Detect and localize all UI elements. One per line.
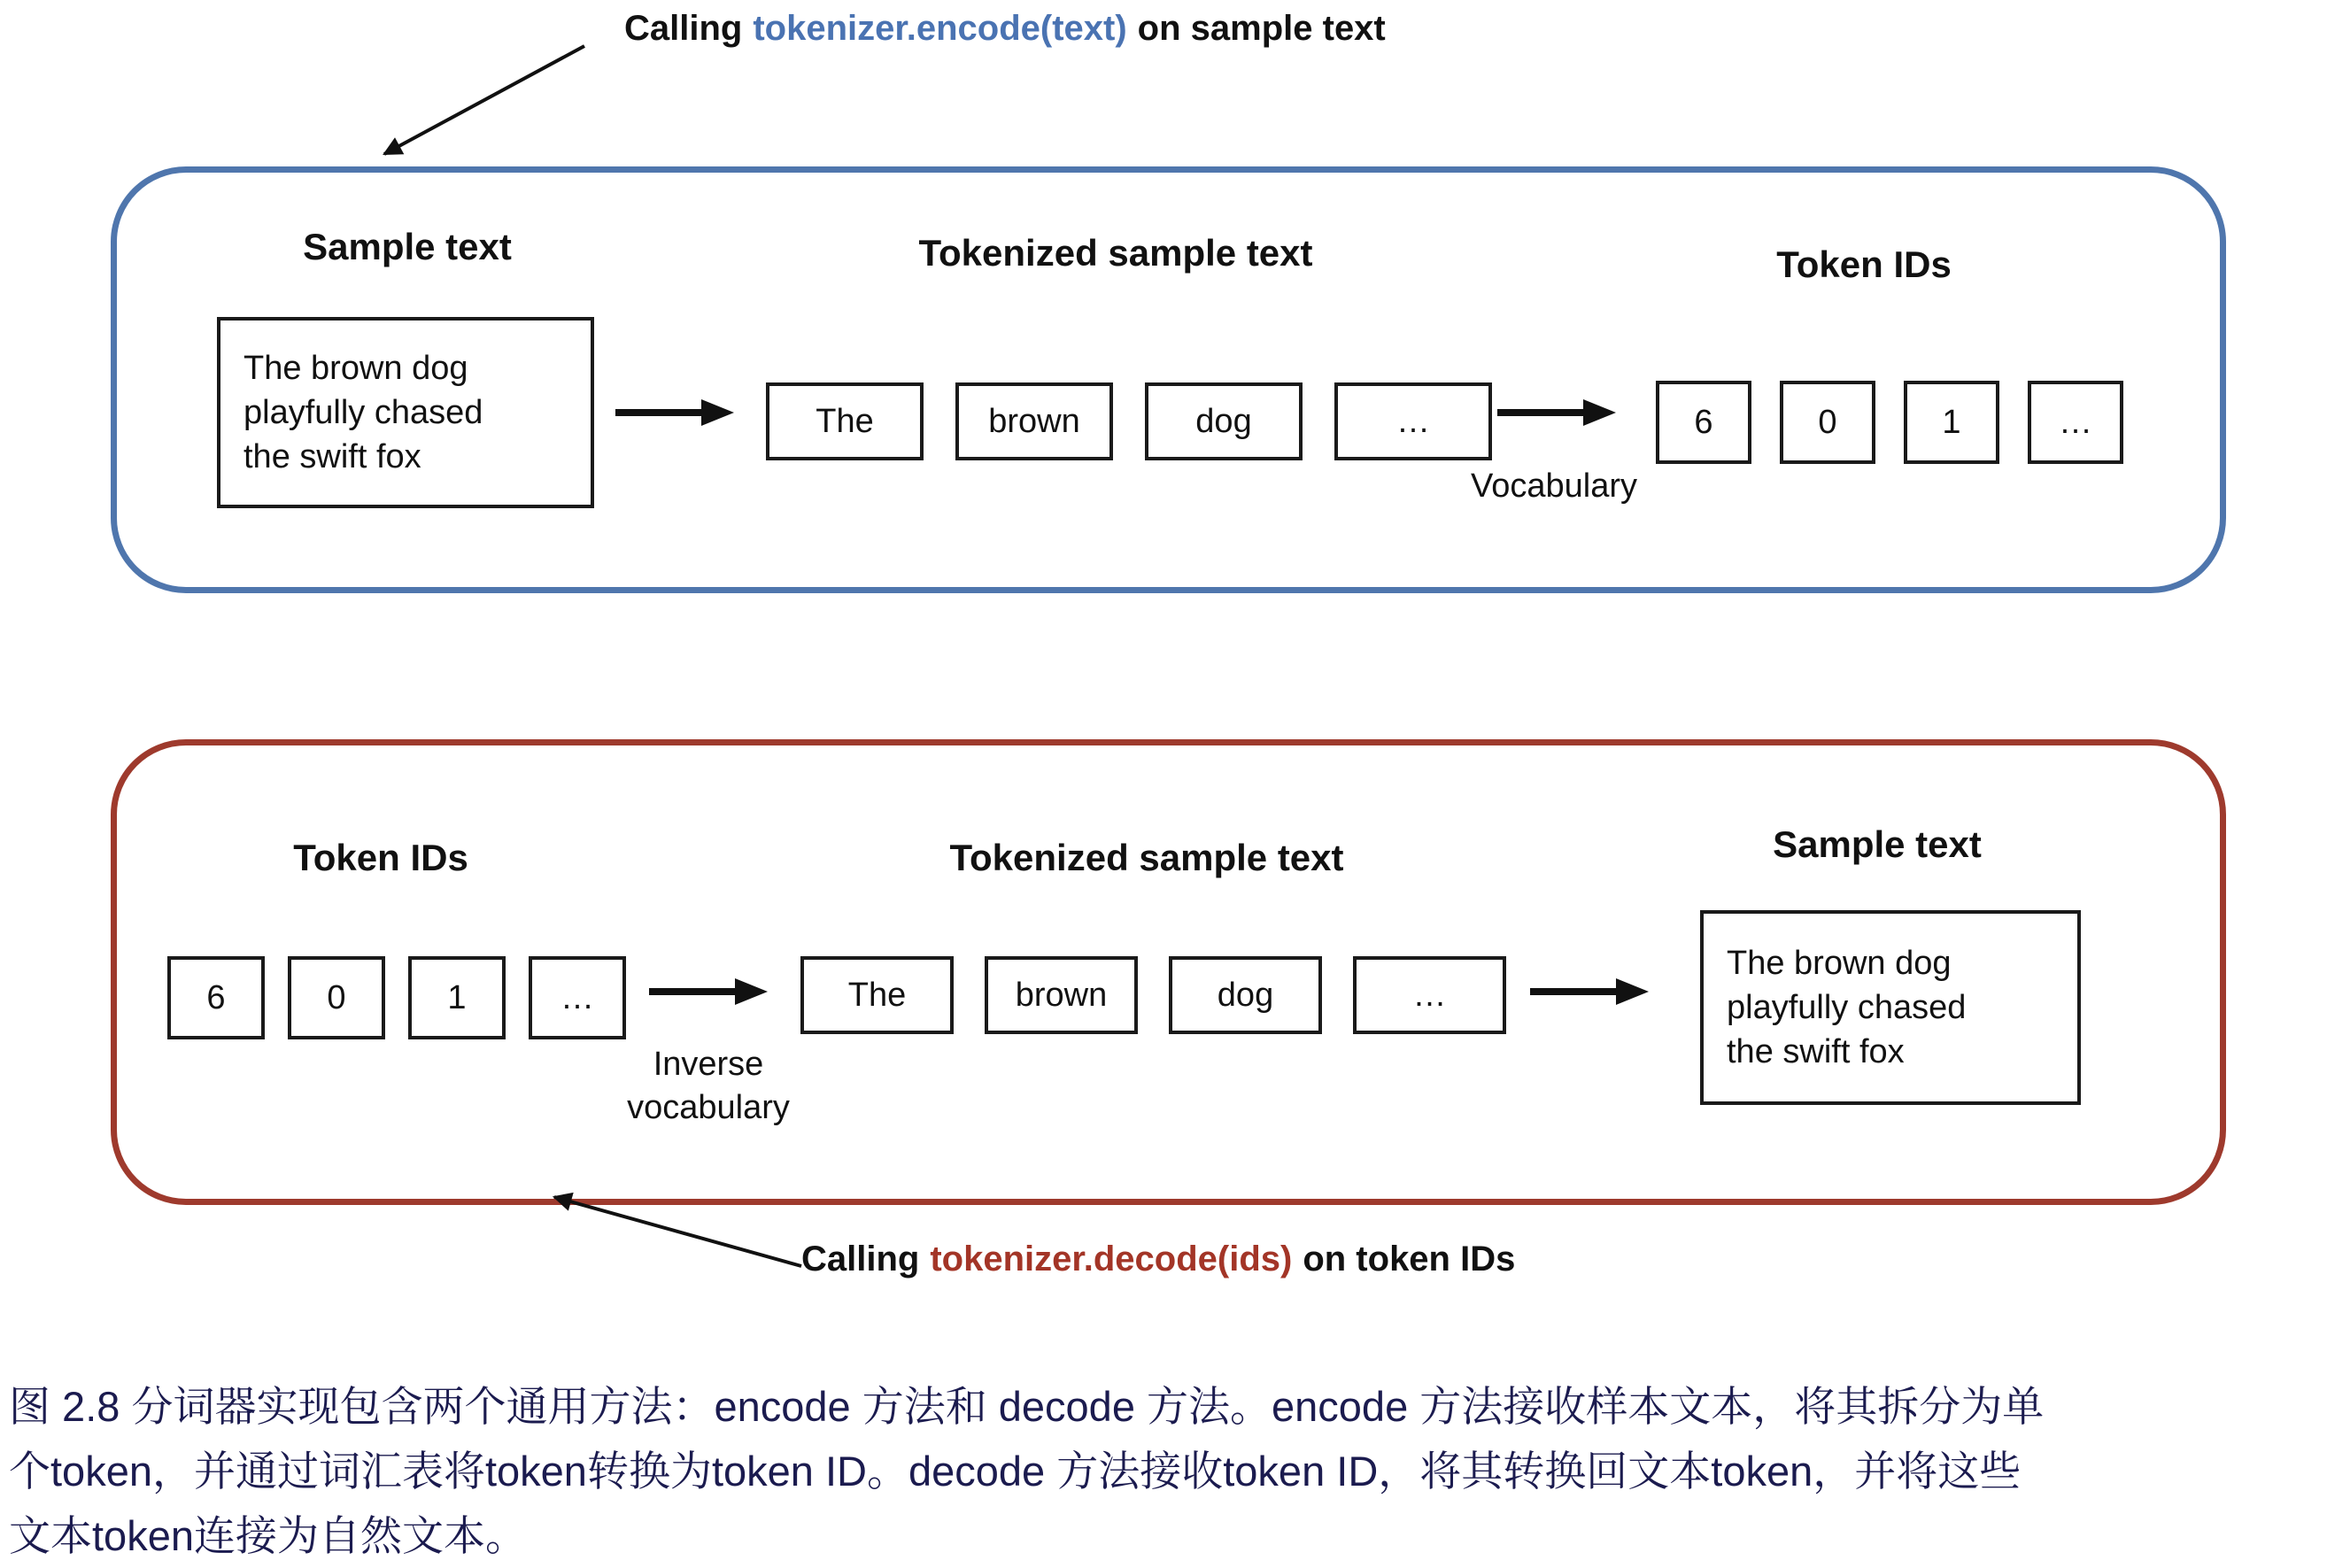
token-id-box: 6 [167,956,265,1039]
arrow-right-icon [1527,976,1651,1008]
token-box: dog [1145,382,1303,460]
caption-line: 个token，并通过词汇表将token转换为token ID。decode 方法接收token ID，将其转换回文本token，并将这些 [9,1448,2022,1495]
encode-tokenized-heading: Tokenized sample text [918,232,1313,274]
token-box: The [800,956,954,1034]
token-box: dog [1169,956,1322,1034]
encode-annotation-suffix: on sample text [1137,9,1386,48]
decode-annotation [801,1240,1515,1279]
encode-token-ids-heading: Token IDs [1776,243,1952,285]
token-box: The [766,382,924,460]
encode-sample-heading: Sample text [303,226,512,267]
encode-annotation-arrow-icon [363,35,593,166]
token-id-box: 0 [288,956,385,1039]
encode-annotation-prefix: Calling [624,9,743,48]
arrow-right-icon [646,976,770,1008]
vocabulary-label: Vocabulary [1470,467,1637,505]
decode-token-ids-heading: Token IDs [293,837,468,878]
encode-annotation [624,9,1386,49]
decode-token-row [800,956,1506,1034]
token-box: brown [985,956,1138,1034]
sample-line: The brown dog [1727,944,1952,982]
encode-token-id-row [1656,381,2123,464]
decode-annotation-arrow-icon [530,1186,813,1275]
token-id-box: 0 [1780,381,1875,464]
arrow-right-icon [613,397,737,429]
token-id-box: 1 [408,956,506,1039]
decode-tokenized-heading: Tokenized sample text [949,837,1344,878]
decode-sample-text-box [1700,910,2081,1105]
sample-line: playfully chased [244,393,483,431]
token-box: … [1334,382,1492,460]
encode-token-row [766,382,1492,460]
token-id-box: 1 [1904,381,1999,464]
sample-line: The brown dog [244,349,468,387]
sample-line: the swift fox [244,438,421,476]
encode-sample-text-box [217,317,594,508]
inverse-vocabulary-text: Inverse vocabulary [627,1046,790,1127]
decode-code-text: tokenizer.decode(ids) [930,1240,1293,1278]
sample-line: playfully chased [1727,988,1967,1026]
encode-code-text: tokenizer.encode(text) [753,9,1127,48]
decode-annotation-suffix: on token IDs [1303,1240,1516,1278]
caption-line: 文本token连接为自然文本。 [9,1512,527,1559]
token-box: … [1353,956,1506,1034]
token-id-box: … [2028,381,2123,464]
inverse-vocabulary-label [576,1043,841,1131]
figure-caption [9,1374,2044,1568]
token-id-box: … [529,956,626,1039]
arrow-right-icon [1495,397,1619,429]
decode-sample-heading: Sample text [1773,823,1982,865]
token-box: brown [955,382,1113,460]
token-id-box: 6 [1656,381,1751,464]
sample-line: the swift fox [1727,1033,1905,1071]
caption-line: 图 2.8 分词器实现包含两个通用方法：encode 方法和 decode 方法。encode 方法接收样本文本，将其拆分为单 [9,1383,2045,1430]
decode-token-id-row [167,956,626,1039]
decode-annotation-prefix: Calling [801,1240,920,1278]
